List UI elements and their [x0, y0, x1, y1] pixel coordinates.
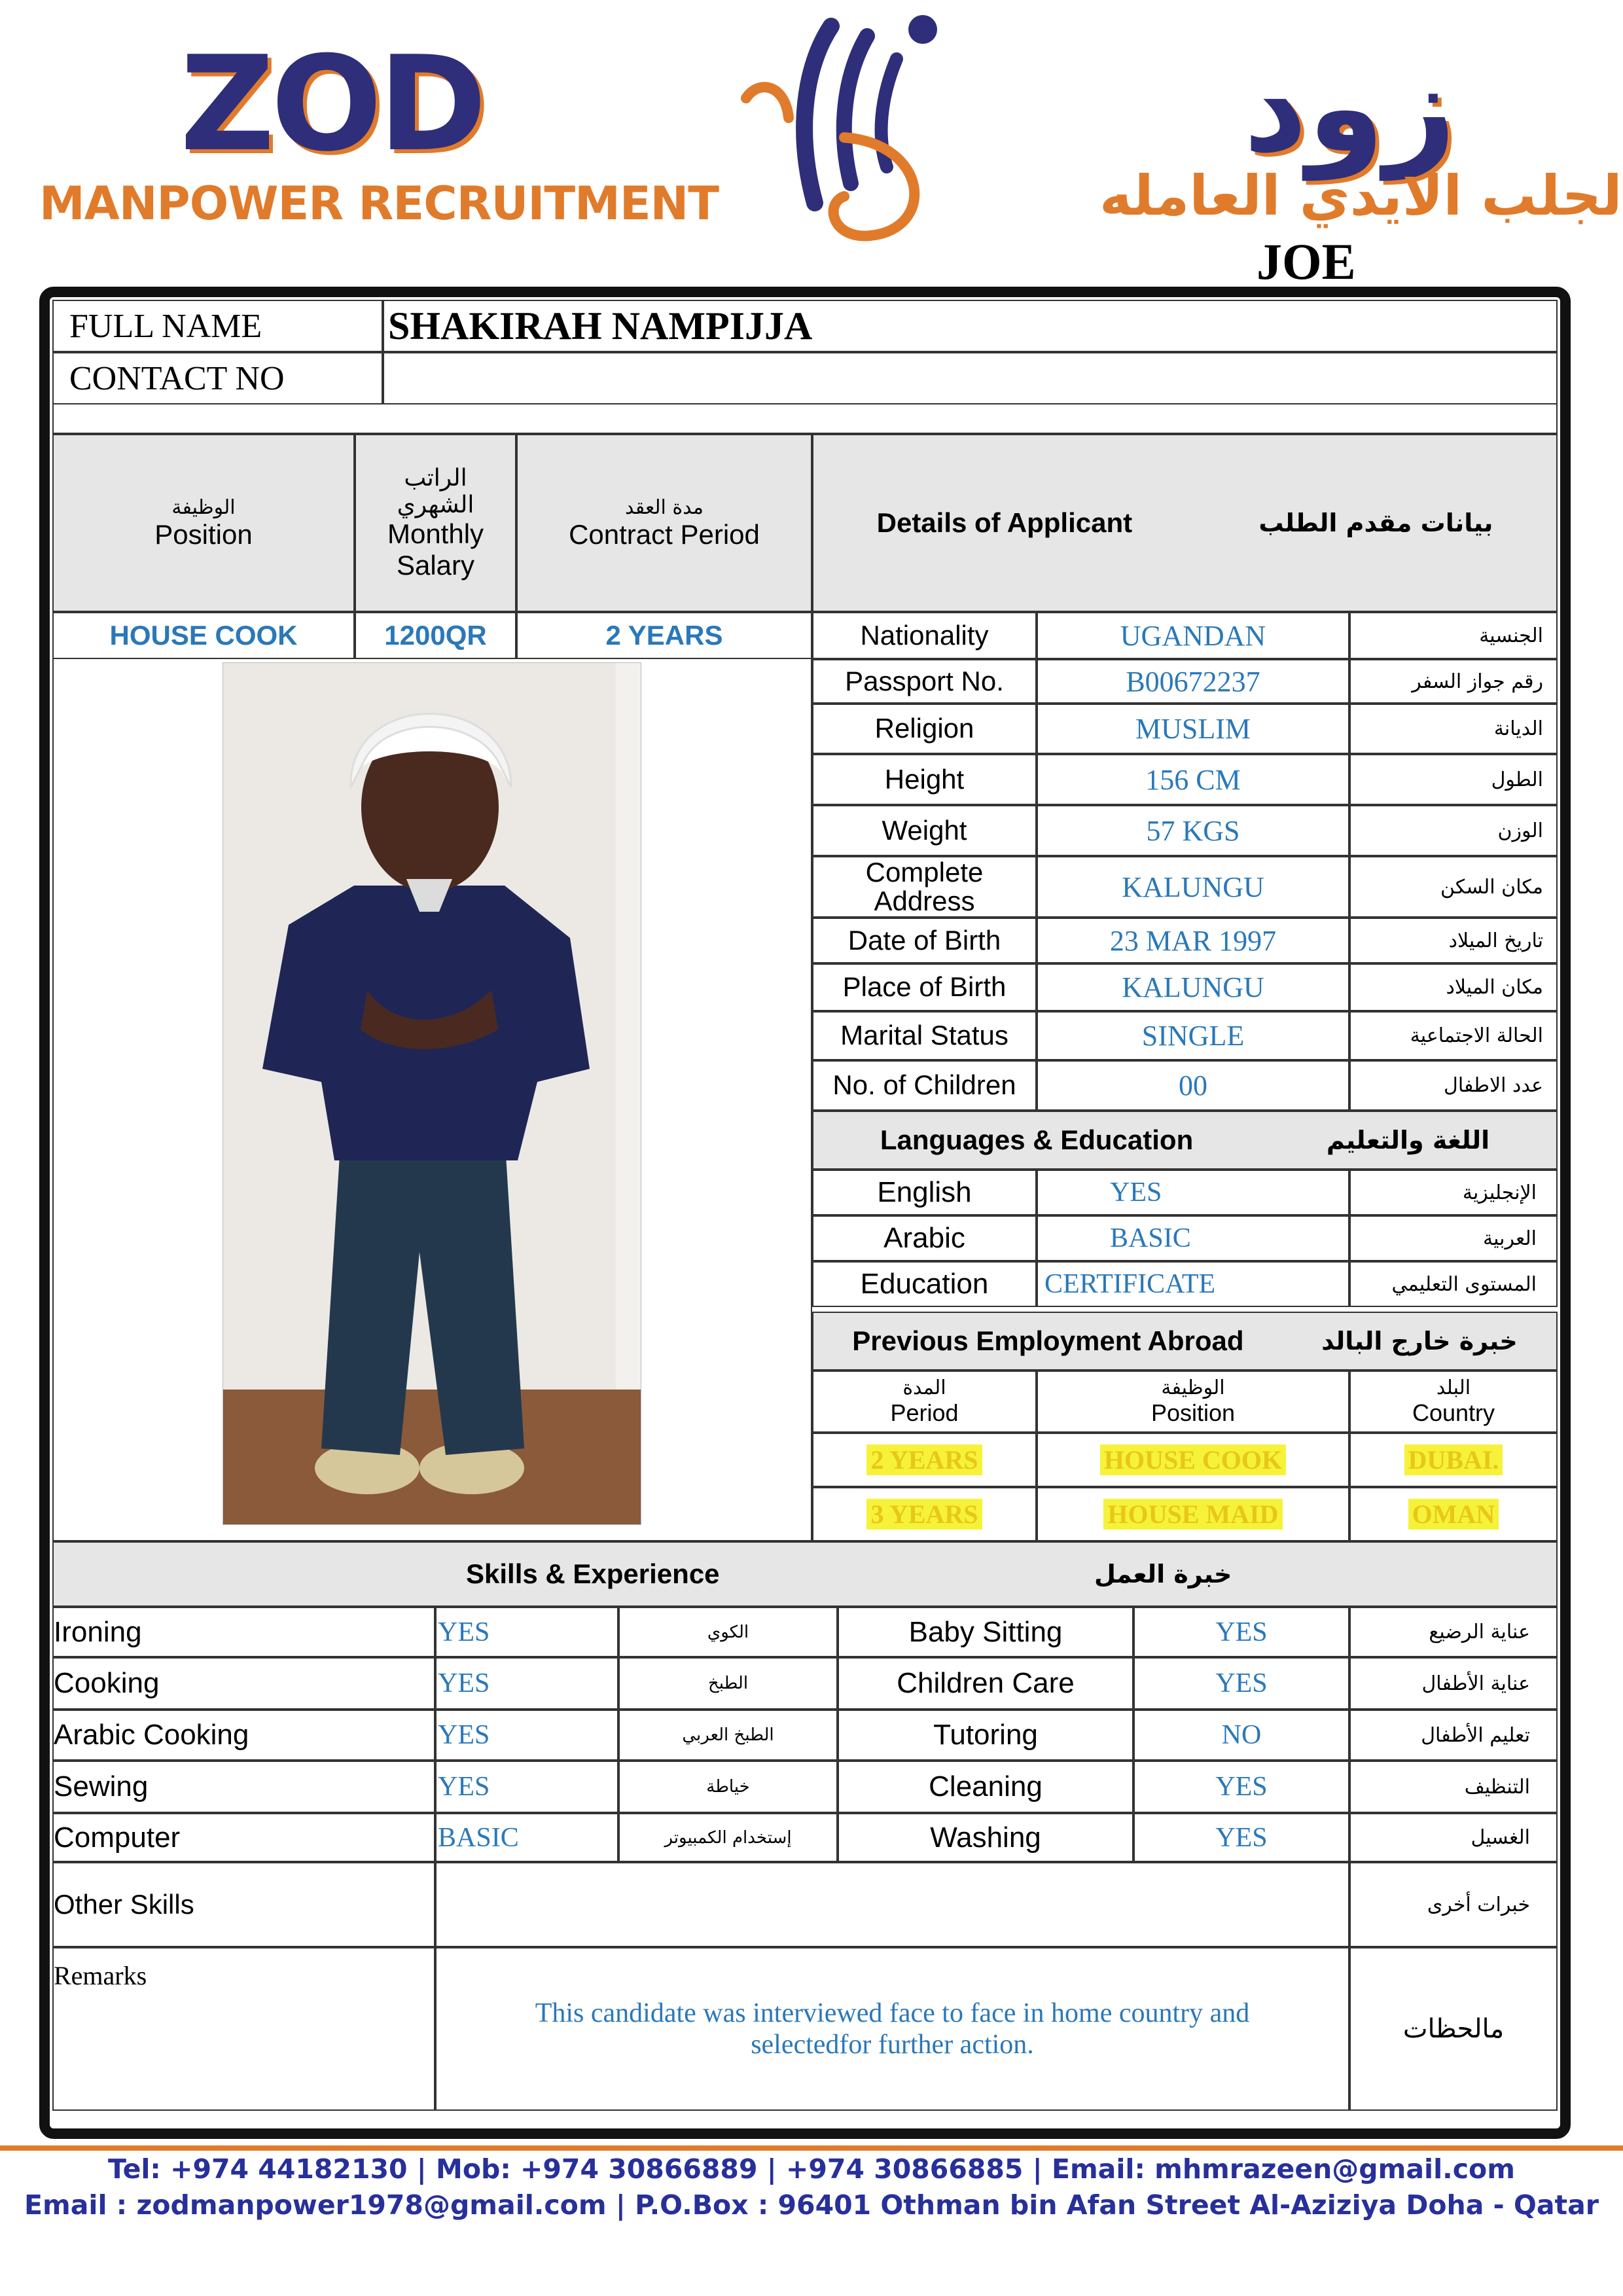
position-value: HOUSE COOK	[52, 612, 355, 659]
skill-label: Baby Sitting	[838, 1607, 1133, 1657]
employment-country-cell	[1349, 1487, 1558, 1541]
agent-name: JOE	[1257, 233, 1356, 290]
language-value: YES	[1037, 1170, 1349, 1215]
detail-value: 156 CM	[1037, 754, 1349, 805]
language-ar: الإنجليزية	[1349, 1170, 1558, 1215]
logo-ar-subtitle: لجلب الايدي العامله	[1099, 164, 1622, 228]
footer-divider	[0, 2145, 1623, 2151]
remarks-value: This candidate was interviewed face to face in home country and selectedfor further action.	[435, 1947, 1349, 2111]
language-ar: العربية	[1349, 1215, 1558, 1261]
employment-position-cell	[1037, 1487, 1349, 1541]
skill-label: Arabic Cooking	[52, 1710, 435, 1761]
detail-value: UGANDAN	[1037, 612, 1349, 659]
detail-label: Marital Status	[812, 1011, 1037, 1060]
employment-header: Previous Employment Abroad خبرة خارج البالد	[812, 1312, 1558, 1371]
detail-ar: رقم جواز السفر	[1349, 659, 1558, 704]
detail-label: Passport No.	[812, 659, 1037, 704]
language-ar: المستوى التعليمي	[1349, 1261, 1558, 1307]
skill-ar: الكوي	[618, 1607, 838, 1657]
detail-label: Date of Birth	[812, 918, 1037, 963]
spacer-row	[52, 404, 1558, 434]
skill-value: BASIC	[435, 1813, 618, 1862]
skill-ar: عناية الرضيع	[1349, 1607, 1558, 1657]
skill-label: Children Care	[838, 1657, 1133, 1710]
detail-ar: تاريخ الميلاد	[1349, 918, 1558, 963]
employment-position: HOUSE COOK	[1100, 1444, 1286, 1475]
detail-label: Nationality	[812, 612, 1037, 659]
skills-header: Skills & Experience خبرة العمل	[52, 1541, 1558, 1607]
skill-label: Cleaning	[838, 1761, 1133, 1813]
skill-ar: الغسيل	[1349, 1813, 1558, 1862]
detail-ar: الجنسية	[1349, 612, 1558, 659]
employment-period: 3 YEARS	[866, 1499, 982, 1530]
detail-ar: الوزن	[1349, 805, 1558, 856]
full-name-value: SHAKIRAH NAMPIJJA	[383, 300, 1558, 352]
skill-label: Washing	[838, 1813, 1133, 1862]
remarks-ar: مالحظات	[1349, 1947, 1558, 2111]
skill-value: YES	[435, 1761, 618, 1813]
position-header: الوظيفة Position	[52, 434, 355, 612]
employment-position: HOUSE MAID	[1103, 1499, 1282, 1530]
salary-value: 1200QR	[355, 612, 516, 659]
languages-header: Languages & Education اللغة والتعليم	[812, 1111, 1558, 1170]
employment-position-cell	[1037, 1433, 1349, 1487]
emp-position-header: الوظيفة Position	[1037, 1371, 1349, 1433]
salary-header: الراتب الشهري Monthly Salary	[355, 434, 516, 612]
detail-value: B00672237	[1037, 659, 1349, 704]
skill-label: Sewing	[52, 1761, 435, 1813]
skill-value: YES	[1133, 1813, 1349, 1862]
skill-ar: عناية الأطفال	[1349, 1657, 1558, 1710]
detail-label: No. of Children	[812, 1060, 1037, 1111]
skill-ar: إستخدام الكمبيوتر	[618, 1813, 838, 1862]
skill-label: Computer	[52, 1813, 435, 1862]
employment-period-cell	[812, 1487, 1037, 1541]
applicant-photo	[223, 662, 641, 1525]
full-name-label: FULL NAME	[52, 300, 383, 352]
skill-value: YES	[1133, 1657, 1349, 1710]
detail-ar: مكان السكن	[1349, 856, 1558, 918]
skill-ar: التنظيف	[1349, 1761, 1558, 1813]
skill-value: YES	[1133, 1607, 1349, 1657]
contract-header: مدة العقد Contract Period	[516, 434, 812, 612]
skill-label: Cooking	[52, 1657, 435, 1710]
detail-ar: الديانة	[1349, 704, 1558, 754]
contract-value: 2 YEARS	[516, 612, 812, 659]
skill-ar: الطبخ العربي	[618, 1710, 838, 1761]
employment-period: 2 YEARS	[866, 1444, 982, 1475]
detail-label: Complete Address	[812, 856, 1037, 918]
skill-label: Tutoring	[838, 1710, 1133, 1761]
detail-ar: الطول	[1349, 754, 1558, 805]
detail-value: 23 MAR 1997	[1037, 918, 1349, 963]
contact-label: CONTACT NO	[52, 352, 383, 404]
zod-logo-icon	[733, 7, 949, 255]
skill-ar: الطبخ	[618, 1657, 838, 1710]
detail-label: Place of Birth	[812, 963, 1037, 1011]
footer-address-line: Email : zodmanpower1978@gmail.com | P.O.Box : 96401 Othman bin Afan Street Al-Aziziya Doha - Qatar	[24, 2189, 1599, 2221]
skill-value: YES	[1133, 1761, 1349, 1813]
language-label: English	[812, 1170, 1037, 1215]
employment-period-cell	[812, 1433, 1037, 1487]
detail-ar: الحالة الاجتماعية	[1349, 1011, 1558, 1060]
employment-country: DUBAI.	[1404, 1444, 1503, 1475]
skill-value: YES	[435, 1657, 618, 1710]
logo-ar: زود	[1243, 35, 1456, 180]
detail-label: Height	[812, 754, 1037, 805]
details-header: Details of Applicant بيانات مقدم الطلب	[812, 434, 1558, 612]
detail-label: Religion	[812, 704, 1037, 754]
other-skills-label: Other Skills	[52, 1862, 435, 1947]
emp-period-header: المدة Period	[812, 1371, 1037, 1433]
detail-ar: مكان الميلاد	[1349, 963, 1558, 1011]
skill-value: YES	[435, 1710, 618, 1761]
employment-country-cell	[1349, 1433, 1558, 1487]
skill-ar: تعليم الأطفال	[1349, 1710, 1558, 1761]
employment-country: OMAN	[1408, 1499, 1499, 1530]
skill-value: YES	[435, 1607, 618, 1657]
other-skills-ar: خبرات أخرى	[1349, 1862, 1558, 1947]
detail-value: 00	[1037, 1060, 1349, 1111]
detail-value: SINGLE	[1037, 1011, 1349, 1060]
skill-label: Ironing	[52, 1607, 435, 1657]
other-skills-value	[435, 1862, 1349, 1947]
language-value: CERTIFICATE	[1037, 1261, 1349, 1307]
detail-value: 57 KGS	[1037, 805, 1349, 856]
remarks-label: Remarks	[52, 1947, 435, 2111]
skill-ar: خياطة	[618, 1761, 838, 1813]
detail-ar: عدد الاطفال	[1349, 1060, 1558, 1111]
logo-en-subtitle: MANPOWER RECRUITMENT	[39, 177, 719, 230]
detail-value: KALUNGU	[1037, 963, 1349, 1011]
language-value: BASIC	[1037, 1215, 1349, 1261]
detail-value: MUSLIM	[1037, 704, 1349, 754]
detail-label: Weight	[812, 805, 1037, 856]
emp-country-header: البلد Country	[1349, 1371, 1558, 1433]
contact-value	[383, 352, 1558, 404]
language-label: Arabic	[812, 1215, 1037, 1261]
logo-en: ZOD	[180, 28, 484, 181]
detail-value: KALUNGU	[1037, 856, 1349, 918]
footer-contact-line: Tel: +974 44182130 | Mob: +974 30866889 | +974 30866885 | Email: mhmrazeen@gmail.com	[108, 2153, 1515, 2185]
language-label: Education	[812, 1261, 1037, 1307]
skill-value: NO	[1133, 1710, 1349, 1761]
